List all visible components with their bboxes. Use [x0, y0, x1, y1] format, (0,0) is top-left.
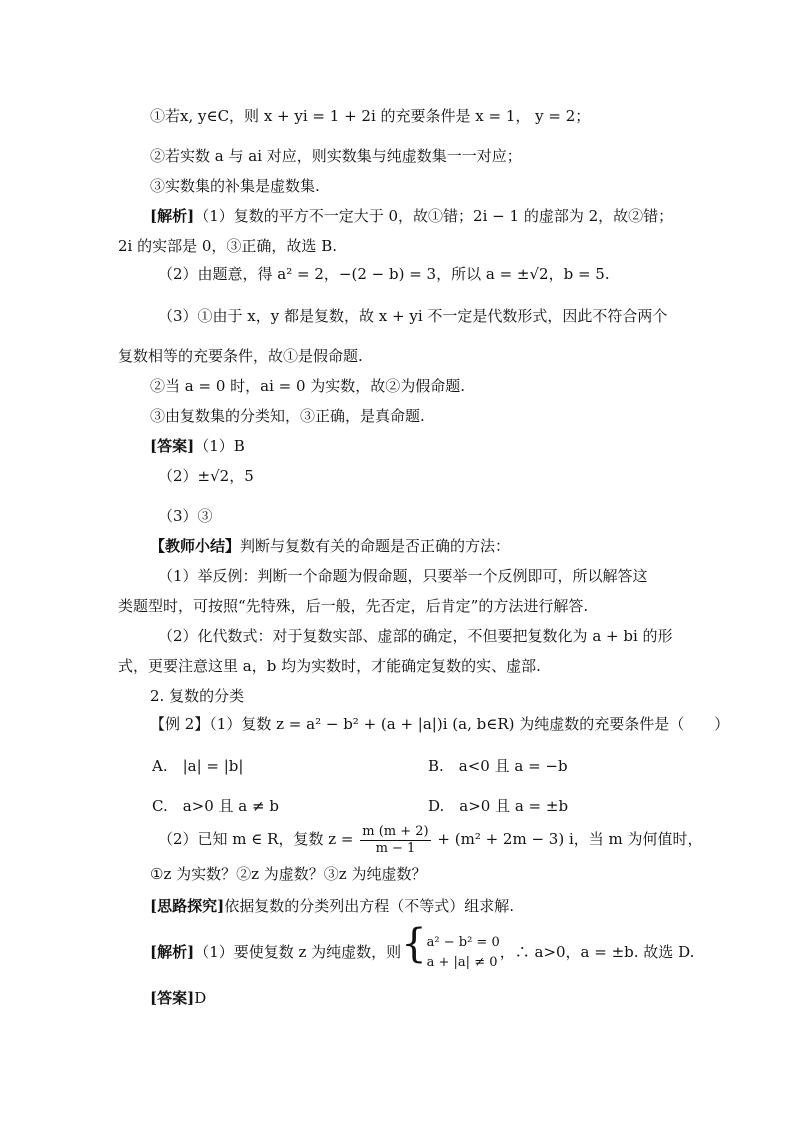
fraction	[360, 824, 430, 857]
example-2-part-2	[158, 822, 703, 857]
fraction-denominator: m − 1	[375, 840, 416, 856]
system-eq-1: a² − b² = 0	[426, 935, 500, 950]
analysis-part-3: （3）①由于 x，y 都是复数，故 x + yi 不一定是代数形式，因此不符合两个	[158, 307, 668, 325]
teacher-summary-text: 判断与复数有关的命题是否正确的方法：	[240, 537, 511, 555]
thinking-tag: [思路探究]	[150, 897, 225, 915]
summary-point-1: （1）举反例：判断一个命题为假命题，只要举一个反例即可，所以解答这	[158, 567, 648, 585]
fraction-numerator: m (m + 2)	[362, 823, 429, 839]
statement-3: ③实数集的补集是虚数集.	[150, 177, 320, 195]
answer-line-2: （2）±√2，5	[158, 467, 254, 485]
analysis-text: （1）复数的平方不一定大于 0，故①错；2i − 1 的虚部为 2，故②错；	[194, 207, 674, 225]
part-2-rest: + (m² + 2m − 3) i，当 m 为何值时，	[437, 830, 703, 848]
analysis-2-text: （1）要使复数 z 为纯虚数，则	[194, 943, 402, 961]
summary-point-2: （2）化代数式：对于复数实部、虚部的确定，不但要把复数化为 a + bi 的形	[158, 627, 673, 645]
answer-text: （1）B	[194, 437, 245, 455]
answer-2	[150, 988, 206, 1008]
option-c: C. a>0 且 a ≠ b	[152, 797, 279, 815]
thinking-exploration	[150, 896, 514, 916]
answer-line-3: （3）③	[158, 507, 213, 525]
analysis-2-conclusion: ，∴ a>0，a = ±b. 故选 D.	[499, 943, 695, 961]
system-eq-2: a + |a| ≠ 0	[426, 955, 498, 970]
analysis-2	[150, 921, 695, 974]
summary-point-1-cont: 类题型时，可按照“先特殊，后一般，先否定，后肯定”的方法进行解答.	[118, 597, 589, 615]
teacher-summary-tag: 【教师小结】	[150, 537, 241, 555]
thinking-text: 依据复数的分类列出方程（不等式）组求解.	[224, 897, 514, 915]
statement-2: ②若实数 a 与 ai 对应，则实数集与纯虚数集一一对应；	[150, 147, 522, 165]
analysis-line-2: 2i 的实部是 0，③正确，故选 B.	[118, 237, 337, 255]
analysis-part-3-cont: 复数相等的充要条件，故①是假命题.	[118, 347, 363, 365]
analysis-2-tag: [解析]	[150, 943, 195, 961]
analysis-line-1	[150, 206, 673, 226]
analysis-tag: [解析]	[150, 207, 195, 225]
part-2-intro: （2）已知 m ∈ R，复数 z =	[158, 830, 354, 848]
system-brace: {	[401, 921, 427, 967]
analysis-part-3-b: ②当 a = 0 时，ai = 0 为实数，故②为假命题.	[150, 377, 466, 395]
example-2-question: 【例 2】（1）复数 z = a² − b² + (a + |a|)i (a, b∈R) 为纯虚数的充要条件是（ ）	[150, 715, 730, 733]
option-d: D. a>0 且 a = ±b	[428, 797, 569, 815]
analysis-part-2: （2）由题意，得 a² = 2，−(2 − b) = 3，所以 a = ±√2，b = 5.	[158, 265, 610, 283]
section-heading: 2. 复数的分类	[150, 687, 245, 705]
option-b: B. a<0 且 a = −b	[428, 757, 568, 775]
statement-1: ①若x, y∈C，则 x + yi = 1 + 2i 的充要条件是 x = 1， y = 2；	[150, 107, 591, 125]
answer-2-tag: [答案]	[150, 989, 195, 1007]
teacher-summary	[150, 536, 510, 556]
analysis-part-3-c: ③由复数集的分类知，③正确，是真命题.	[150, 407, 425, 425]
summary-point-2-cont: 式，更要注意这里 a，b 均为实数时，才能确定复数的实、虚部.	[118, 657, 541, 675]
answer-2-text: D	[194, 989, 207, 1007]
answer-line-1	[150, 436, 245, 456]
answer-tag: [答案]	[150, 437, 195, 455]
option-a: A. |a| = |b|	[152, 757, 244, 775]
equation-system	[427, 933, 500, 973]
part-2-questions: ①z 为实数？②z 为虚数？③z 为纯虚数？	[150, 865, 427, 883]
